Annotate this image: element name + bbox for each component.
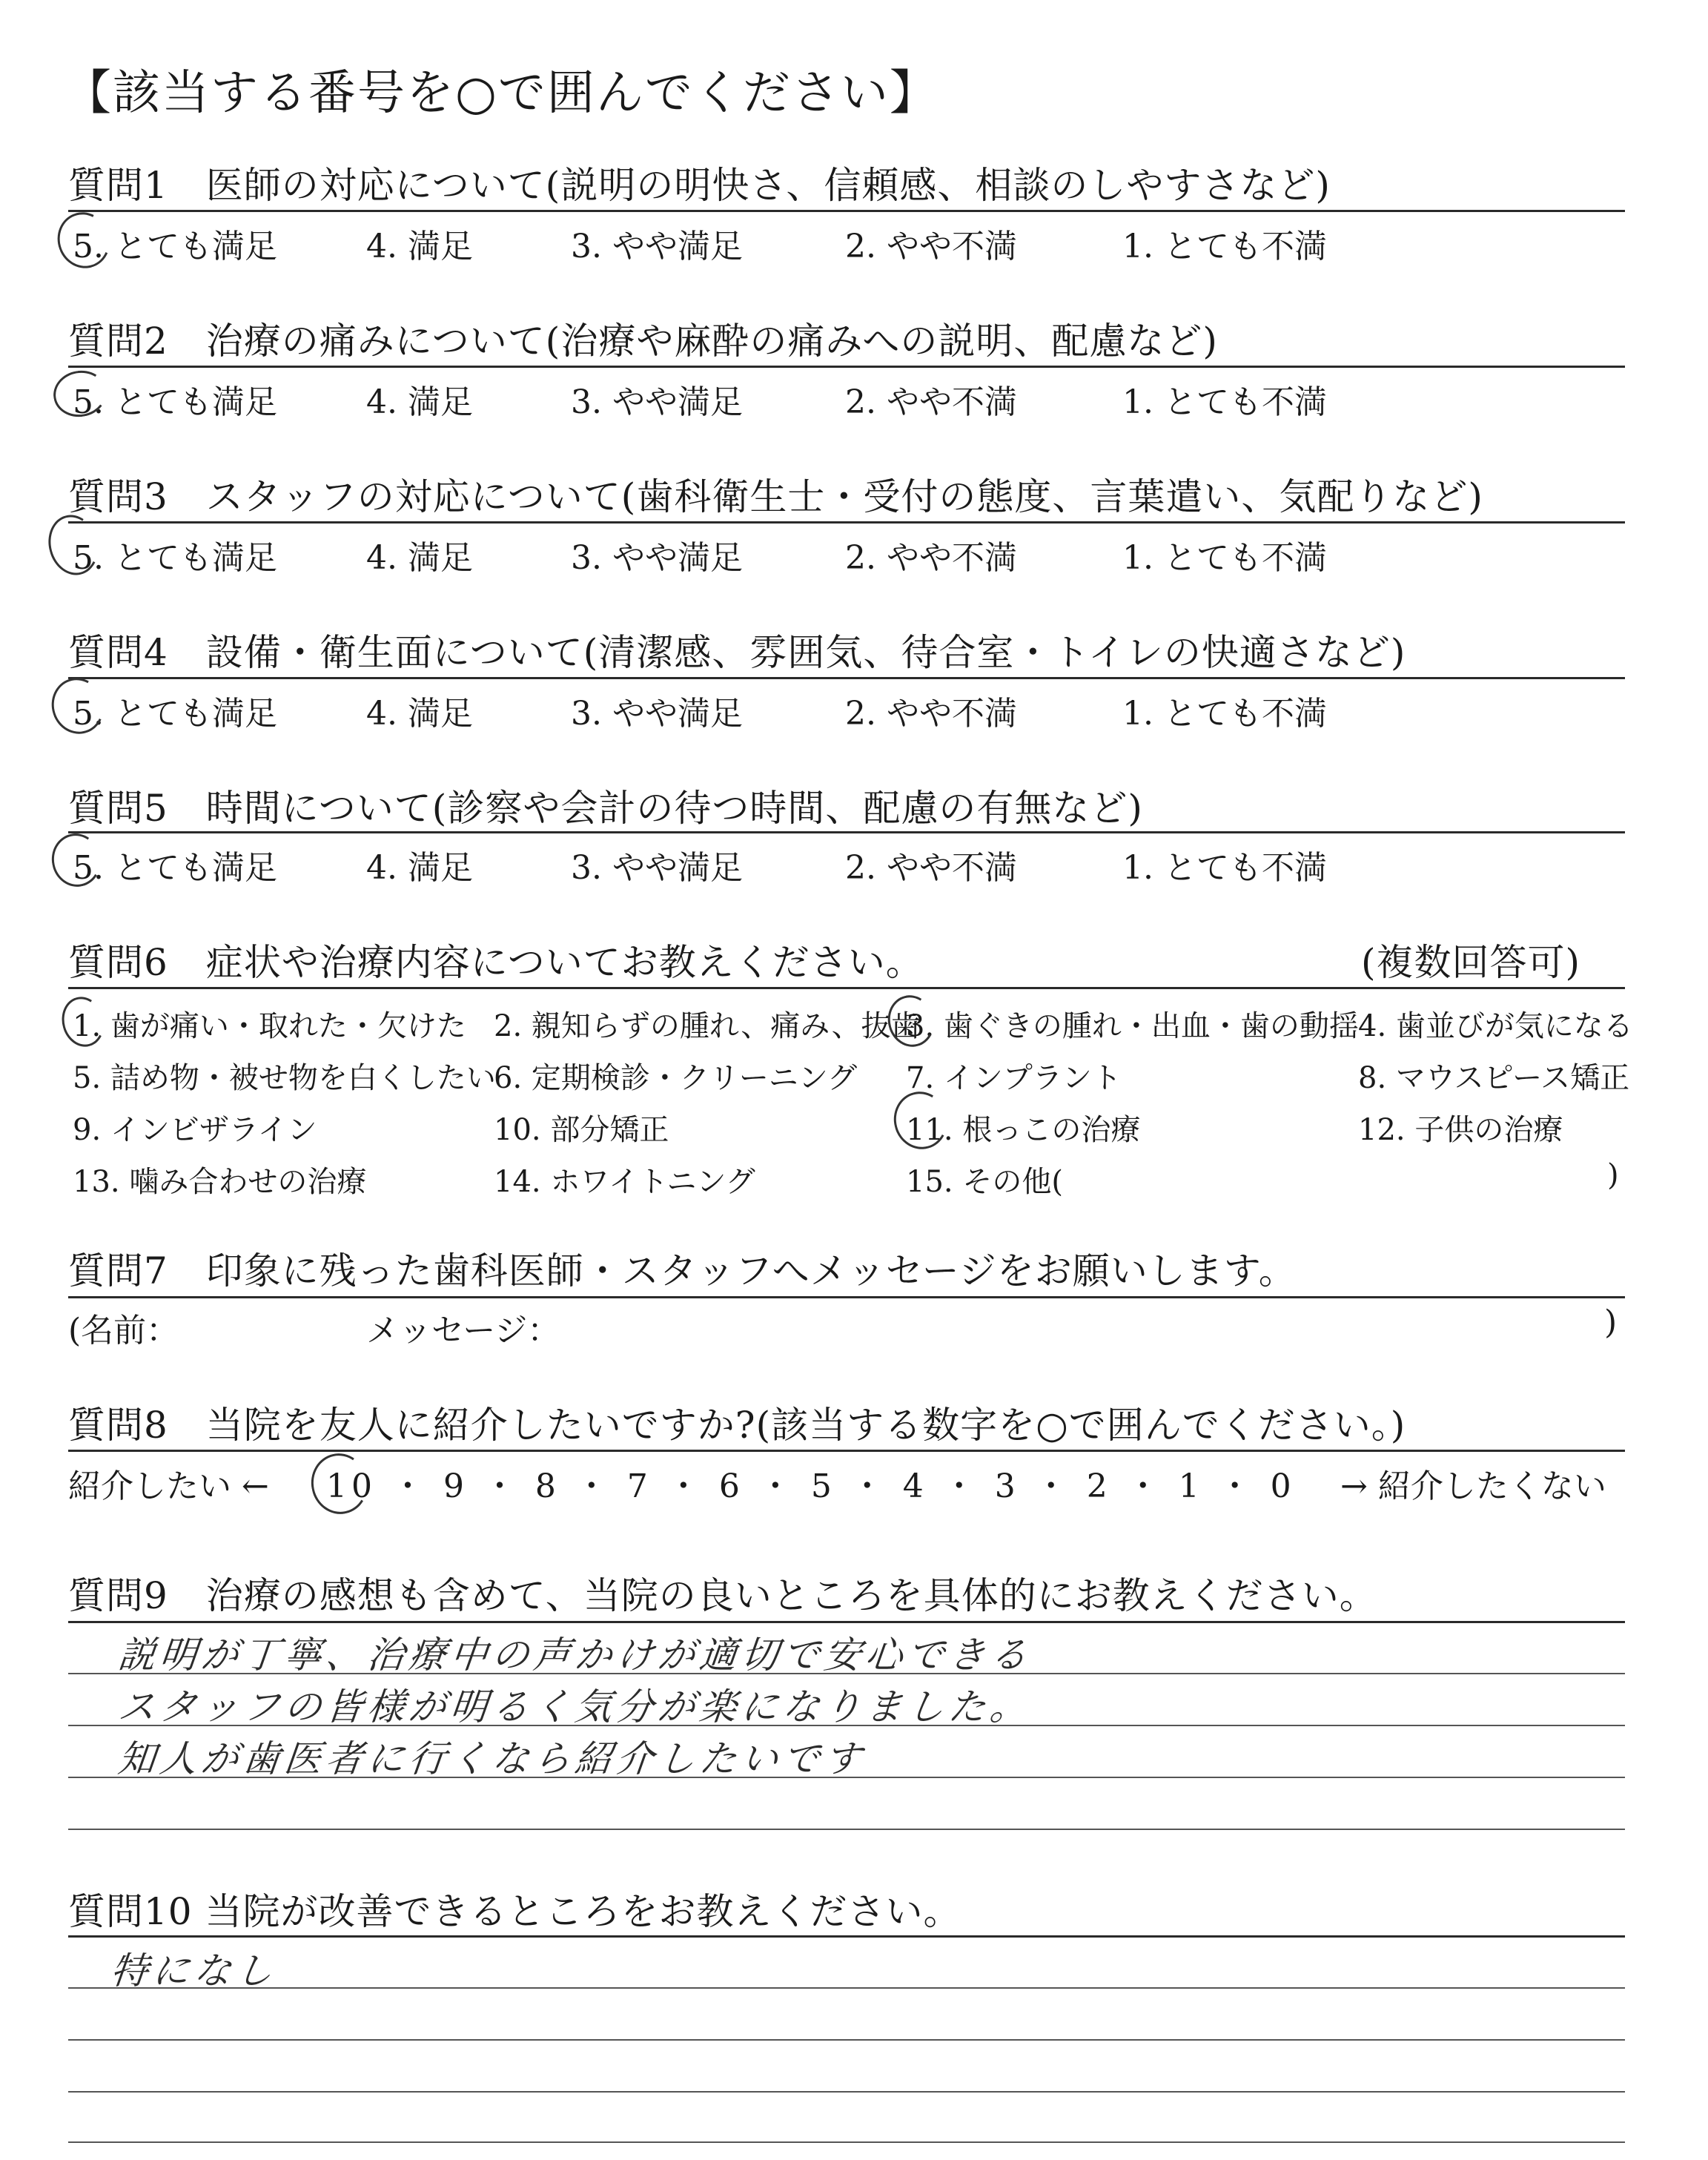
q5-option-1[interactable]: 1. とても不満 (1122, 849, 1327, 887)
q6-item-14[interactable]: 14. ホワイトニング (494, 1165, 755, 1199)
question-10-rule (68, 1935, 1625, 1938)
q6-item-13[interactable]: 13. 噛み合わせの治療 (73, 1165, 367, 1199)
q3-option-4[interactable]: 4. 満足 (366, 539, 473, 577)
question-3-title: 質問3 スタッフの対応について(歯科衛生士・受付の態度、言葉遣い、気配りなど) (68, 475, 1483, 518)
question-9-rule (68, 1621, 1625, 1623)
q6-item-15-close: ) (1607, 1158, 1619, 1192)
q10-answer-line-2 (68, 2039, 1625, 2041)
q8-scale[interactable]: 10 ・ 9 ・ 8 ・ 7 ・ 6 ・ 5 ・ 4 ・ 3 ・ 2 ・ 1 ・ 0 (326, 1467, 1296, 1505)
q6-item-6[interactable]: 6. 定期検診・クリーニング (494, 1061, 858, 1095)
q4-option-4[interactable]: 4. 満足 (366, 695, 473, 733)
q7-name-label: (名前： (68, 1312, 179, 1350)
question-10-title: 質問10 当院が改善できるところをお教えください。 (68, 1890, 961, 1933)
q1-option-1[interactable]: 1. とても不満 (1122, 228, 1327, 265)
q2-option-5[interactable]: 5. とても満足 (73, 383, 277, 421)
q8-right-label: → 紹介したくない (1340, 1467, 1606, 1505)
question-3-rule (68, 521, 1625, 524)
q3-option-2[interactable]: 2. やや不満 (845, 539, 1017, 577)
question-6-rule (68, 987, 1625, 989)
question-6-title: 質問6 症状や治療内容についてお教えください。 (68, 941, 924, 984)
q6-item-5[interactable]: 5. 詰め物・被せ物を白くしたい (73, 1061, 496, 1095)
q6-item-15[interactable]: 15. その他( (906, 1165, 1063, 1199)
q6-item-7[interactable]: 7. インプラント (906, 1061, 1122, 1095)
q4-option-3[interactable]: 3. やや満足 (571, 695, 743, 733)
q10-answer-line-4 (68, 2141, 1625, 2143)
q5-option-4[interactable]: 4. 満足 (366, 849, 473, 887)
q10-answer-line-3 (68, 2091, 1625, 2093)
question-2-title: 質問2 治療の痛みについて(治療や麻酔の痛みへの説明、配慮など) (68, 320, 1218, 363)
question-9-title: 質問9 治療の感想も含めて、当院の良いところを具体的にお教えください。 (68, 1574, 1377, 1617)
q3-option-1[interactable]: 1. とても不満 (1122, 539, 1327, 577)
q7-message-label: メッセージ： (366, 1312, 560, 1350)
q9-handwritten-answer-2: スタッフの皆様が明るく気分が楽になりました。 (116, 1685, 1034, 1728)
q8-left-label: 紹介したい ← (68, 1467, 269, 1505)
q6-item-4[interactable]: 4. 歯並びが気になる (1358, 1009, 1633, 1043)
q1-option-3[interactable]: 3. やや満足 (571, 228, 743, 265)
question-4-title: 質問4 設備・衛生面について(清潔感、雰囲気、待合室・トイレの快適さなど) (68, 631, 1406, 674)
question-1-title: 質問1 医師の対応について(説明の明快さ、信頼感、相談のしやすさなど) (68, 164, 1331, 207)
q2-option-4[interactable]: 4. 満足 (366, 383, 473, 421)
q2-option-1[interactable]: 1. とても不満 (1122, 383, 1327, 421)
q6-item-9[interactable]: 9. インビザライン (73, 1113, 317, 1147)
q6-item-2[interactable]: 2. 親知らずの腫れ、痛み、抜歯 (494, 1009, 921, 1043)
q6-item-12[interactable]: 12. 子供の治療 (1358, 1113, 1563, 1147)
q6-item-3[interactable]: 3. 歯ぐきの腫れ・出血・歯の動揺 (906, 1009, 1359, 1043)
q7-close-paren: ) (1604, 1304, 1618, 1341)
q1-option-4[interactable]: 4. 満足 (366, 228, 473, 265)
question-8-rule (68, 1450, 1625, 1452)
q6-item-1[interactable]: 1. 歯が痛い・取れた・欠けた (73, 1009, 466, 1043)
q5-option-3[interactable]: 3. やや満足 (571, 849, 743, 887)
q4-option-2[interactable]: 2. やや不満 (845, 695, 1017, 733)
page-title: 【該当する番号を○で囲んでください】 (64, 66, 939, 121)
question-5-rule (68, 831, 1625, 833)
question-7-title: 質問7 印象に残った歯科医師・スタッフへメッセージをお願いします。 (68, 1249, 1297, 1292)
q3-option-3[interactable]: 3. やや満足 (571, 539, 743, 577)
question-7-rule (68, 1296, 1625, 1298)
q1-option-5[interactable]: 5. とても満足 (73, 228, 277, 265)
q2-option-3[interactable]: 3. やや満足 (571, 383, 743, 421)
question-6-note: (複数回答可) (1361, 941, 1581, 984)
q5-option-5[interactable]: 5. とても満足 (73, 849, 277, 887)
q4-option-1[interactable]: 1. とても不満 (1122, 695, 1327, 733)
q9-handwritten-answer-3: 知人が歯医者に行くなら紹介したいです (116, 1737, 868, 1780)
q5-option-2[interactable]: 2. やや不満 (845, 849, 1017, 887)
question-8-title: 質問8 当院を友人に紹介したいですか?(該当する数字を○で囲んでください。) (68, 1404, 1406, 1447)
q10-answer-line-1 (68, 1987, 1625, 1989)
q4-option-5[interactable]: 5. とても満足 (73, 695, 277, 733)
q6-item-8[interactable]: 8. マウスピース矯正 (1358, 1061, 1630, 1095)
q6-item-11[interactable]: 11. 根っこの治療 (906, 1113, 1141, 1147)
question-4-rule (68, 677, 1625, 679)
q6-item-10[interactable]: 10. 部分矯正 (494, 1113, 669, 1147)
q3-option-5[interactable]: 5. とても満足 (73, 539, 277, 577)
q2-option-2[interactable]: 2. やや不満 (845, 383, 1017, 421)
question-1-rule (68, 210, 1625, 212)
question-2-rule (68, 366, 1625, 368)
q9-handwritten-answer-1: 説明が丁寧、治療中の声かけが適切で安心できる (116, 1634, 1034, 1677)
q10-handwritten-answer: 特になし (108, 1949, 279, 1992)
q1-option-2[interactable]: 2. やや不満 (845, 228, 1017, 265)
question-5-title: 質問5 時間について(診察や会計の待つ時間、配慮の有無など) (68, 787, 1143, 830)
q9-answer-line-4 (68, 1829, 1625, 1830)
